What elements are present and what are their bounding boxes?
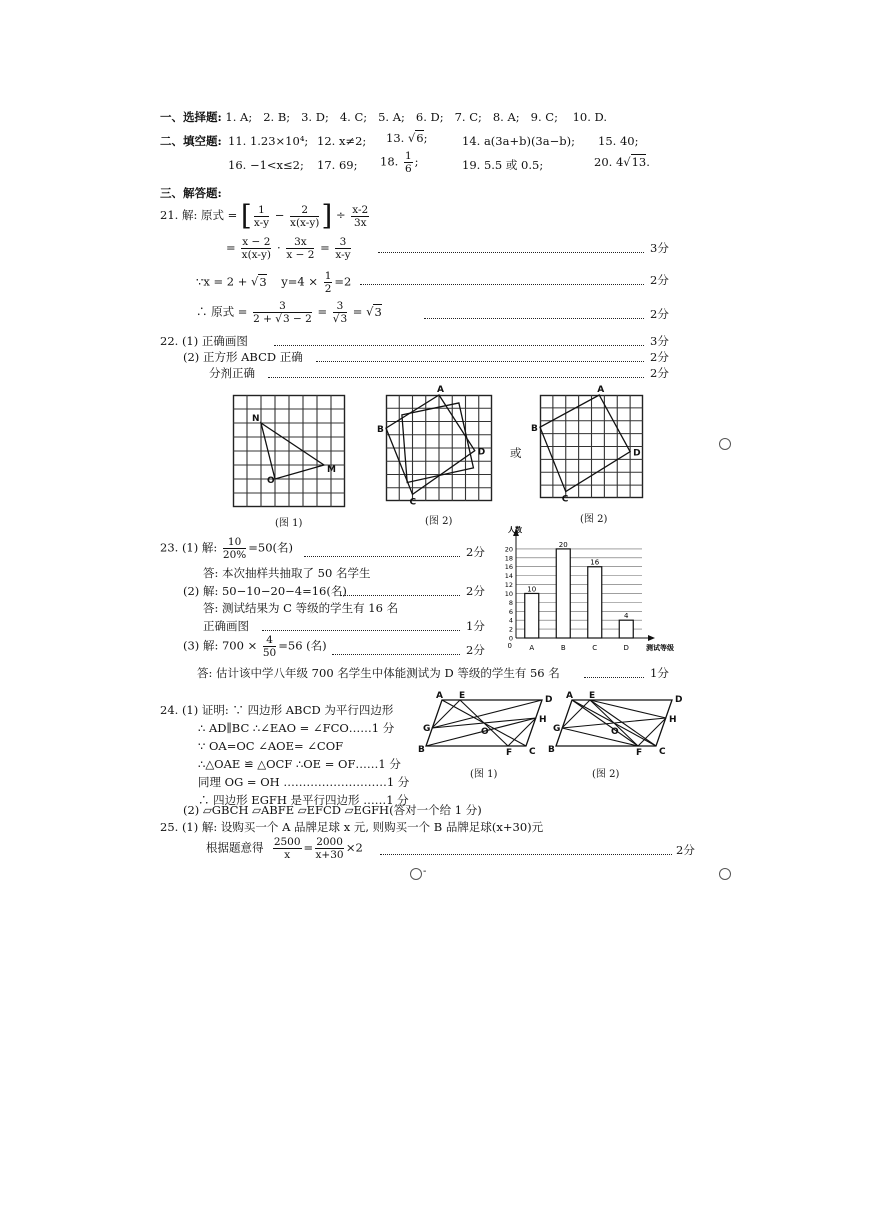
q22-fig2-caption: (图 2) bbox=[425, 516, 453, 527]
q21-frac-den: x(x-y) bbox=[290, 216, 320, 229]
q23-frac-den: 20% bbox=[222, 549, 247, 561]
point-label: C bbox=[529, 747, 536, 757]
q23-score: 1分 bbox=[466, 619, 485, 633]
mc-answer: 2. B; bbox=[263, 110, 291, 124]
point-label: H bbox=[539, 715, 547, 725]
point-label: O bbox=[611, 727, 619, 737]
q20-answer: 20. 4√13. bbox=[594, 155, 650, 169]
score-leader bbox=[262, 630, 460, 631]
q22-score: 2分 bbox=[650, 366, 669, 380]
q21-radicand: 3 bbox=[282, 313, 290, 325]
q21-therefore: ∴ 原式 = bbox=[196, 304, 248, 319]
point-label-b: B bbox=[531, 424, 538, 435]
q24-parallelogram-figure-2 bbox=[550, 690, 682, 760]
y-tick-label: 6 bbox=[508, 607, 513, 616]
q24-parallelogram-figure-1 bbox=[420, 690, 552, 760]
q23-line1 bbox=[160, 536, 293, 561]
q23-l1-prefix: 23. (1) 解: bbox=[160, 540, 218, 555]
mc-answer: 10. D. bbox=[572, 110, 607, 124]
mc-answer: 8. A; bbox=[492, 110, 520, 124]
segment-af bbox=[572, 700, 638, 746]
section1-label: 一、选择题: bbox=[160, 110, 222, 124]
q14-answer: 14. a(3a+b)(3a−b); bbox=[462, 134, 575, 148]
q20-suffix: . bbox=[646, 155, 650, 169]
q13-answer: 13. √6; bbox=[386, 131, 428, 145]
q22-score: 2分 bbox=[650, 350, 669, 364]
q21-score: 3分 bbox=[650, 241, 669, 255]
square-abcd bbox=[540, 395, 630, 492]
q21-line4: ∴ 原式 = $\frac{3}{2 + √3 - 2}$ = $\frac{3}{√3}$ = √3 bbox=[196, 300, 382, 325]
q22-fig3-caption: (图 2) bbox=[580, 514, 608, 525]
q23-score: 1分 bbox=[650, 666, 669, 680]
q23-frac-den: 50 bbox=[262, 647, 277, 659]
q21-frac-num: x-2 bbox=[352, 203, 369, 216]
point-label-b: B bbox=[377, 425, 384, 436]
q16-answer: 16. −1<x≤2; bbox=[228, 158, 304, 172]
bar-value-label: 20 bbox=[558, 540, 568, 549]
q23-score: 2分 bbox=[466, 545, 485, 559]
score-leader bbox=[316, 361, 644, 362]
score-leader bbox=[360, 284, 644, 285]
q21-frac-num: 2 bbox=[290, 204, 319, 217]
score-leader bbox=[274, 345, 644, 346]
binder-hole bbox=[410, 868, 422, 880]
point-label: F bbox=[636, 748, 643, 758]
q24-line3: ∵ OA=OC ∠AOE= ∠COF bbox=[198, 739, 344, 753]
q23-l6-prefix: (3) 解: 700 × bbox=[183, 638, 258, 653]
bar-d bbox=[619, 620, 633, 638]
x-axis-label: 测试等级 bbox=[646, 644, 674, 652]
q20-radicand: 13 bbox=[631, 155, 647, 169]
q23-l6-result: =56 (名) bbox=[278, 638, 327, 653]
q25-score: 2分 bbox=[676, 843, 695, 857]
fill-in-row-1 bbox=[160, 134, 222, 148]
score-leader bbox=[584, 677, 644, 678]
q25-line1: 25. (1) 解: 设购买一个 A 品牌足球 x 元, 则购买一个 B 品牌足球(x+30)元 bbox=[160, 820, 544, 834]
y-tick-label: 18 bbox=[504, 554, 513, 563]
q21-frac-den: 2 bbox=[324, 283, 332, 295]
q18-numerator: 1 bbox=[404, 150, 412, 162]
q22-line2: (2) 正方形 ABCD 正确 bbox=[183, 350, 303, 364]
q13-suffix: ; bbox=[423, 131, 428, 145]
score-leader bbox=[332, 654, 460, 655]
segment-ec bbox=[590, 700, 656, 746]
q23-frac-num: 4 bbox=[263, 634, 276, 647]
q25-times-two: ×2 bbox=[345, 840, 363, 855]
q24-line4: ∴△OAE ≌ △OCF ∴OE = OF……1 分 bbox=[198, 757, 401, 771]
q21-radicand: 3 bbox=[259, 274, 267, 289]
q21-frac-den: x(x-y) bbox=[241, 249, 271, 261]
point-label: E bbox=[589, 691, 596, 701]
segment-fh bbox=[638, 718, 666, 746]
q17-answer: 17. 69; bbox=[317, 158, 358, 172]
point-label-a: A bbox=[437, 385, 444, 395]
q21-line3: ∵x = 2 + √3 y=4 × $\frac{1}{2}$ =2 bbox=[196, 270, 352, 295]
q18-answer bbox=[380, 150, 419, 175]
q23-line5: 正确画图 bbox=[203, 619, 249, 633]
q23-line2: 答: 本次抽样共抽取了 50 名学生 bbox=[203, 566, 371, 580]
q23-line4: 答: 测试结果为 C 等级的学生有 16 名 bbox=[203, 601, 399, 615]
bar-value-label: 10 bbox=[527, 585, 537, 594]
section3-label: 三、解答题: bbox=[160, 186, 222, 200]
multiple-choice-answers bbox=[160, 110, 607, 124]
y-tick-label: 20 bbox=[504, 545, 513, 554]
q21-frac-num: 1 bbox=[324, 270, 332, 282]
q21-frac-num: 3x bbox=[286, 236, 314, 249]
point-label-o: O bbox=[267, 476, 275, 486]
point-label: G bbox=[553, 724, 561, 734]
mc-answer: 3. D; bbox=[301, 110, 329, 124]
y-tick-label: 12 bbox=[504, 581, 513, 590]
mc-answer: 1. A; bbox=[225, 110, 253, 124]
point-label-m: M bbox=[327, 465, 336, 475]
mc-answer: 5. A; bbox=[378, 110, 405, 124]
q23-l1-result: =50(名) bbox=[248, 540, 294, 555]
q21-frac-den-part: − 2 bbox=[289, 313, 312, 325]
point-label-d: D bbox=[477, 447, 486, 458]
q21-frac-num: 3 bbox=[335, 236, 350, 249]
q21-frac-num: 3 bbox=[333, 300, 347, 313]
point-label-c: C bbox=[409, 497, 417, 508]
point-label: A bbox=[566, 691, 573, 701]
y-tick-label: 16 bbox=[504, 563, 513, 572]
q21-frac-den-part: 2 + bbox=[253, 313, 276, 325]
q13-radicand: 6 bbox=[416, 131, 424, 145]
score-leader bbox=[424, 318, 644, 319]
q22-fig1-caption: (图 1) bbox=[275, 518, 303, 529]
q22-line3: 分剂正确 bbox=[209, 366, 255, 380]
origin-label: 0 bbox=[507, 642, 512, 650]
binder-hole bbox=[719, 438, 731, 450]
q24-line5: 同理 OG = OH ………………………1 分 bbox=[198, 775, 410, 789]
q21-line2: = $\frac{x - 2}{x(x-y)}$ · $\frac{3x}{x - 2}$ = $\frac{3}{x-y}$ bbox=[226, 236, 351, 261]
point-label: O bbox=[481, 727, 489, 737]
q21-score: 2分 bbox=[650, 273, 669, 287]
bar-value-label: 4 bbox=[624, 612, 629, 621]
q25-line2 bbox=[206, 836, 363, 861]
q24-line2: ∴ AD∥BC ∴∠EAO = ∠FCO……1 分 bbox=[198, 721, 395, 735]
q21-eq: = bbox=[317, 304, 328, 319]
q25-eq: = bbox=[303, 840, 314, 855]
point-label: D bbox=[545, 695, 553, 705]
q22-score: 3分 bbox=[650, 334, 669, 348]
segment-fh bbox=[508, 718, 536, 746]
q21-dot: · bbox=[277, 240, 281, 255]
q23-score: 2分 bbox=[466, 584, 485, 598]
y-axis-label: 人数 bbox=[508, 526, 522, 534]
mc-answer: 6. D; bbox=[415, 110, 444, 124]
q21-y-expr: y=4 × bbox=[281, 274, 319, 289]
bar-value-label: 16 bbox=[590, 558, 600, 567]
q21-final-radicand: 3 bbox=[374, 304, 382, 319]
q25-frac-num: 2000 bbox=[316, 836, 343, 848]
segment-he bbox=[590, 700, 666, 718]
q24-line7: (2) ▱GBCH ▱ABFE ▱EFCD ▱EGFH(答对一个给 1 分) bbox=[183, 803, 482, 817]
segment-gf bbox=[562, 728, 638, 746]
q23-line7: 答: 估计该中学八年级 700 名学生中体能测试为 D 等级的学生有 56 名 bbox=[197, 666, 560, 680]
mc-answer: 4. C; bbox=[339, 110, 368, 124]
q21-divide-sign: ÷ bbox=[335, 208, 346, 222]
x-tick-label: A bbox=[529, 644, 535, 652]
q22-grid-figure-2 bbox=[377, 385, 492, 508]
q22-grid-figure-3 bbox=[531, 385, 643, 505]
score-leader bbox=[380, 854, 672, 855]
x-tick-label: B bbox=[560, 644, 566, 652]
q23-line3: (2) 解: 50−10−20−4=16(名) bbox=[183, 584, 347, 598]
mc-answer: 7. C; bbox=[454, 110, 482, 124]
q22-or-label: 或 bbox=[510, 446, 522, 460]
segment-gd bbox=[432, 700, 542, 728]
q22-grid-figure-1 bbox=[233, 395, 345, 507]
score-leader bbox=[268, 377, 644, 378]
q24-fig1-caption: (图 1) bbox=[470, 769, 498, 780]
bar-b bbox=[556, 549, 570, 638]
y-tick-label: 2 bbox=[508, 625, 513, 634]
point-label-n: N bbox=[252, 414, 260, 424]
q18-prefix: 18. bbox=[380, 154, 399, 169]
segment-eg bbox=[562, 700, 590, 728]
score-leader bbox=[340, 595, 460, 596]
point-label: B bbox=[418, 745, 425, 755]
q20-prefix: 20. 4 bbox=[594, 155, 624, 169]
q12-answer: 12. x≠2; bbox=[317, 134, 367, 148]
q25-frac-den: x+30 bbox=[315, 849, 344, 861]
q21-frac-num: x − 2 bbox=[242, 236, 271, 248]
q21-score: 2分 bbox=[650, 307, 669, 321]
point-label-d: D bbox=[633, 448, 641, 459]
q21-frac-den: x − 2 bbox=[286, 249, 315, 261]
mc-answer: 9. C; bbox=[530, 110, 558, 124]
y-tick-label: 0 bbox=[508, 634, 513, 643]
segment-eg bbox=[432, 700, 460, 728]
bar-a bbox=[525, 593, 539, 638]
point-label: B bbox=[548, 745, 555, 755]
q21-frac-den: x-y bbox=[335, 249, 351, 261]
q18-suffix: ; bbox=[414, 154, 419, 169]
q15-answer: 15. 40; bbox=[598, 134, 639, 148]
x-axis-arrow bbox=[648, 635, 655, 641]
q24-line1: 24. (1) 证明: ∵ 四边形 ABCD 为平行四边形 bbox=[160, 703, 394, 717]
y-tick-label: 8 bbox=[508, 598, 513, 607]
q18-denominator: 6 bbox=[404, 163, 412, 175]
q23-score: 2分 bbox=[466, 643, 485, 657]
bar-c bbox=[588, 567, 602, 638]
q21-line1: 21. 解: 原式 = [ $\frac{1}{x-y}$ − $\frac{2}{x(x-y)}$ ] ÷ $\frac{x-2}{3x}$ bbox=[160, 199, 369, 232]
q21-frac-den: x-y bbox=[253, 216, 270, 229]
q21-y-result: =2 bbox=[334, 274, 352, 289]
point-label: C bbox=[659, 747, 666, 757]
q24-line6: ∴ 四边形 EGFH 是平行四边形 ……1 分 bbox=[198, 793, 409, 807]
q25-frac-den: x bbox=[284, 849, 291, 861]
q22-line1: 22. (1) 正确画图 bbox=[160, 334, 248, 348]
section2-label: 二、填空题: bbox=[160, 134, 222, 148]
hole-mark: - bbox=[423, 866, 427, 877]
q21-intro: 21. 解: 原式 = bbox=[160, 208, 238, 222]
point-label: G bbox=[423, 724, 431, 734]
q23-frac-num: 10 bbox=[223, 536, 246, 549]
q25-intro: 根据题意得 bbox=[206, 840, 264, 855]
x-tick-label: C bbox=[592, 644, 598, 652]
q21-radicand: 3 bbox=[340, 313, 348, 325]
q11-answer: 11. 1.23×10⁴; bbox=[228, 134, 309, 148]
q21-because: ∵x = 2 + bbox=[196, 274, 252, 289]
x-tick-label: D bbox=[623, 644, 629, 652]
q23-line6 bbox=[183, 634, 327, 659]
score-leader bbox=[378, 252, 644, 253]
point-label: E bbox=[459, 691, 466, 701]
q21-frac-num: 1 bbox=[254, 204, 269, 217]
point-label-c: C bbox=[561, 494, 569, 505]
point-label: H bbox=[669, 715, 677, 725]
q21-frac-num: 3 bbox=[253, 300, 312, 313]
q13-prefix: 13. bbox=[386, 131, 405, 145]
y-tick-label: 4 bbox=[508, 616, 513, 625]
q25-frac-num: 2500 bbox=[273, 836, 301, 848]
y-tick-label: 10 bbox=[504, 589, 513, 598]
point-label: F bbox=[506, 748, 513, 758]
q23-bar-chart bbox=[498, 528, 674, 656]
point-label-a: A bbox=[597, 385, 605, 395]
q19-answer: 19. 5.5 或 0.5; bbox=[462, 158, 544, 172]
point-label: A bbox=[436, 691, 443, 701]
score-leader bbox=[304, 556, 460, 557]
y-tick-label: 14 bbox=[504, 572, 513, 581]
point-label: D bbox=[675, 695, 683, 705]
q24-fig2-caption: (图 2) bbox=[592, 769, 620, 780]
q21-frac-den: 3x bbox=[353, 216, 367, 229]
binder-hole bbox=[719, 868, 731, 880]
